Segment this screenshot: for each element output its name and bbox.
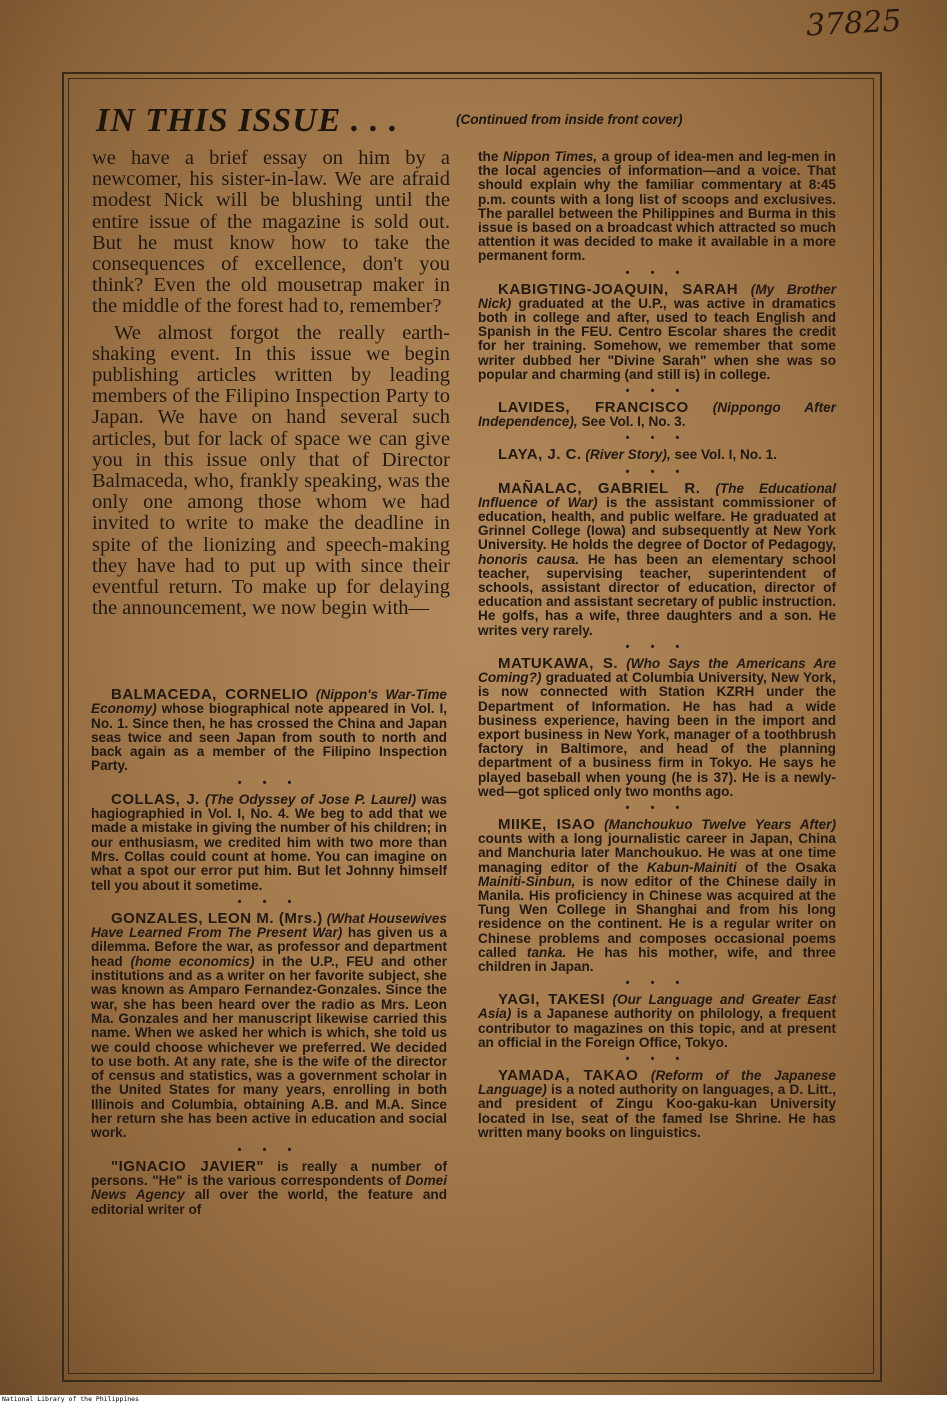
contributor-name: MAÑALAC, GABRIEL R.: [498, 479, 701, 497]
contributor-bio: all over the world, the feature and editorial writer of: [91, 1187, 448, 1217]
contributor-name: YAMADA, TAKAO: [498, 1066, 639, 1084]
contributor-bio: See Vol. I, No. 3.: [581, 414, 686, 430]
contributor-name: "IGNACIO JAVIER": [111, 1157, 265, 1175]
separator: • • •: [625, 801, 689, 814]
contributor-bio: graduated at Columbia University, New York, is now connected with Station KZRH under the Department of Information. He has had a wide business experience, having been in the import and export business in New York, manager of a toothbrush factory in Baltimore, and head of the planning department of a business firm in Tokyo. He says he played baseball when young (he is 37). He is a newly-wed—got spliced only two months ago.: [478, 670, 836, 799]
contributor-bio: see Vol. I, No. 1.: [674, 447, 778, 463]
contributor-name: MIIKE, ISAO: [498, 815, 596, 833]
section-subtitle: (Continued from inside front cover): [456, 112, 683, 127]
contributors-right: [478, 150, 836, 1140]
separator: • • •: [625, 465, 689, 478]
intro-paragraph: We almost forgot the really earth-shaking event. In this issue we begin publishing articles written by leading members of the Filipino Inspection Party to Japan. We have on hand several such articles, but for lack of space we can give you in this issue only that of Director Balmaceda, who, frankly speaking, was the only one among those whom we had invited to write to make the deadline in spite of the lionizing and speech-making they have had to put up with since their eventful return. To make up for delaying the announcement, we now begin with—: [92, 321, 450, 620]
contributor-bio: is a Japanese authority on philology, a frequent contributor to magazines on this topic, and at present an official in the Foreign Office, Tokyo.: [478, 1006, 836, 1050]
contributor-bio-italic: Domei News Agency: [91, 1172, 447, 1203]
contributor-note: [91, 688, 447, 774]
contributor-bio: in the U.P., FEU and other institutions and as a writer on her favorite subject, she was known as Amparo Fernandez-Gonzales. Since the war, she has been heard over the radio as Mrs. Leon Ma. Gonzales and her manuscript likewise carried this name. When we asked her which is which, she told us we could choose whichever we preferred. We decided to use both. At any rate, she is the wife of the director of census and statistics, was a government scholar in the United States for many years, enrolling in both Illinois and Columbia, obtaining A.B. and M.A. Since her return she has been active in education and social work.: [91, 953, 448, 1141]
contributor-bio: is a noted authority on languages, a D. Litt., and president of Zingu Koo-gaku-kan University located in Ise, seat of the famed Ise Shrine. He has written many books on linguistics.: [478, 1082, 837, 1140]
contributor-bio: He has been an elementary school teacher, supervising teacher, superintendent of schools, assistant director of education, director of education and assistant secretary of public instruction. He golfs, has a wife, three daughters and a son. He writes very rarely.: [478, 551, 836, 638]
contributor-note: [478, 479, 836, 638]
contributor-bio-italic: Kabun-Mainiti: [646, 859, 737, 875]
intro-text: [92, 148, 450, 619]
contributor-bio: graduated at the U.P., was active in dramatics both in college and after, used to teach English and Spanish in the FEU. Centro Escolar shares the credit for her training. Somehow, we remember that some writer dubbed her "Divine Sarah" when she was so popular and charming (and still is) in college.: [478, 295, 836, 382]
article-title: (Nippon's War-Time Economy): [91, 687, 447, 717]
contributor-name: GONZALES, LEON M. (Mrs.): [111, 909, 323, 927]
contributor-bio-italic: (home economics): [130, 953, 255, 969]
contributor-note: [478, 654, 837, 799]
article-title: (Our Language and Greater East Asia): [478, 992, 837, 1022]
article-title: (River Story),: [585, 447, 671, 463]
contributor-note: [91, 909, 448, 1141]
footer-text: National Library of the Philippines: [2, 1395, 139, 1403]
contributor-note: [478, 150, 836, 264]
contributor-note: [91, 790, 448, 893]
contributor-bio: whose biographical note appeared in Vol. I, No. 1. Since then, he has crossed the China and Japan seas twice and seen Japan from south to north and back again as a member of the Filipino Inspection Party.: [91, 701, 448, 774]
article-title: (What Housewives Have Learned From The Present War): [91, 910, 447, 941]
contributor-note: [478, 448, 836, 462]
contributor-note: [478, 280, 836, 382]
contributor-bio: is the assistant commissioner of education, health, and public welfare. He graduated at Grinnel College (Iowa) and subsequently at New York University. He holds the degree of Doctor of Pedagogy,: [478, 494, 836, 553]
article-title: (Reform of the Japanese Language): [478, 1067, 836, 1098]
contributor-note: [478, 401, 836, 429]
separator: • • •: [625, 640, 689, 653]
contributor-bio: a group of idea-men and leg-men in the local agencies of information—and a voice. That should explain why the familiar commentary at 8:45 p.m. counts with a long list of scoops and exclusives. The parallel between the Philippines and Burma in this issue is based on a broadcast which attracted so much attention it was decided to make it available in a more permanent form.: [478, 149, 836, 264]
article-title: (The Educational Influence of War): [478, 480, 836, 510]
contributors-left: [91, 688, 447, 1217]
contributor-name: YAGI, TAKESI: [498, 991, 606, 1009]
contributor-name: COLLAS, J.: [111, 790, 200, 808]
separator: • • •: [625, 385, 689, 398]
contributor-bio: has given us a dilemma. Before the war, as professor and department head: [91, 925, 448, 969]
contributor-bio: is really a number of persons. "He" is the various correspondents of: [91, 1158, 447, 1188]
section-title: IN THIS ISSUE . . .: [96, 102, 399, 139]
contributor-bio-italic: tanka.: [526, 944, 567, 960]
contributor-bio-italic: Nippon Times,: [502, 149, 598, 164]
contributor-name: KABIGTING-JOAQUIN, SARAH: [498, 280, 739, 298]
contributor-bio: the: [478, 149, 499, 164]
contributor-bio: counts with a long journalistic career in Japan, China and Manchuria later Manchoukuo. He was at one time managing editor of the: [478, 831, 836, 875]
separator: • • •: [237, 895, 301, 908]
contributor-bio-italic: Mainiti-Sinbun,: [478, 873, 576, 889]
separator: • • •: [625, 432, 689, 445]
contributor-bio-italic: honoris causa.: [478, 551, 579, 567]
contributor-name: LAYA, J. C.: [498, 446, 582, 464]
contributor-note: [478, 1066, 837, 1140]
article-title: (Who Says the Americans Are Coming?): [478, 655, 837, 686]
contributor-bio: is now editor of the Chinese daily in Manila. His proficiency in Chinese was acquired at the Tung Wen College in Shanghai and from his long residence on the continent. He is a regular writer on Chinese problems and composes occasional poems called: [478, 873, 836, 960]
contributor-bio: of the Osaka: [745, 859, 837, 875]
article-title: (Nippongo After Independence),: [478, 400, 837, 430]
separator: • • •: [625, 266, 689, 279]
contributor-name: LAVIDES, FRANCISCO: [498, 399, 689, 417]
contributor-note: [91, 1157, 448, 1217]
separator: • • •: [237, 1143, 301, 1156]
intro-paragraph: we have a brief essay on him by a newcomer, his sister-in-law. We are afraid modest Nick will be blushing until the entire issue of the magazine is sold out. But he must know how to take the consequences of excellence, don't you think? Even the old mousetrap maker in the middle of the forest had to, remember?: [92, 147, 450, 318]
contributor-bio: was hagiographied in Vol. I, No. 4. We beg to add that we made a mistake in giving the number of his children; in our enthusiasm, we credited him with two more than Mrs. Collas could count at home. You can imagine on what a spot our error put him. But let Johnny himself tell you about it sometime.: [91, 791, 448, 893]
contributor-name: MATUKAWA, S.: [498, 654, 619, 672]
contributor-name: BALMACEDA, CORNELIO: [111, 686, 309, 703]
article-title: (My Brother Nick): [478, 281, 836, 311]
contributor-note: [478, 815, 837, 974]
contributor-bio: He has his mother, wife, and three children in Japan.: [478, 944, 836, 974]
catalog-number: 37825: [805, 3, 903, 44]
library-footer: [0, 1395, 947, 1403]
separator: • • •: [625, 1052, 689, 1065]
article-title: (Manchoukuo Twelve Years After): [604, 816, 836, 832]
contributor-note: [478, 993, 836, 1050]
separator: • • •: [625, 977, 689, 990]
separator: • • •: [237, 776, 301, 789]
article-title: (The Odyssey of Jose P. Laurel): [204, 791, 417, 807]
